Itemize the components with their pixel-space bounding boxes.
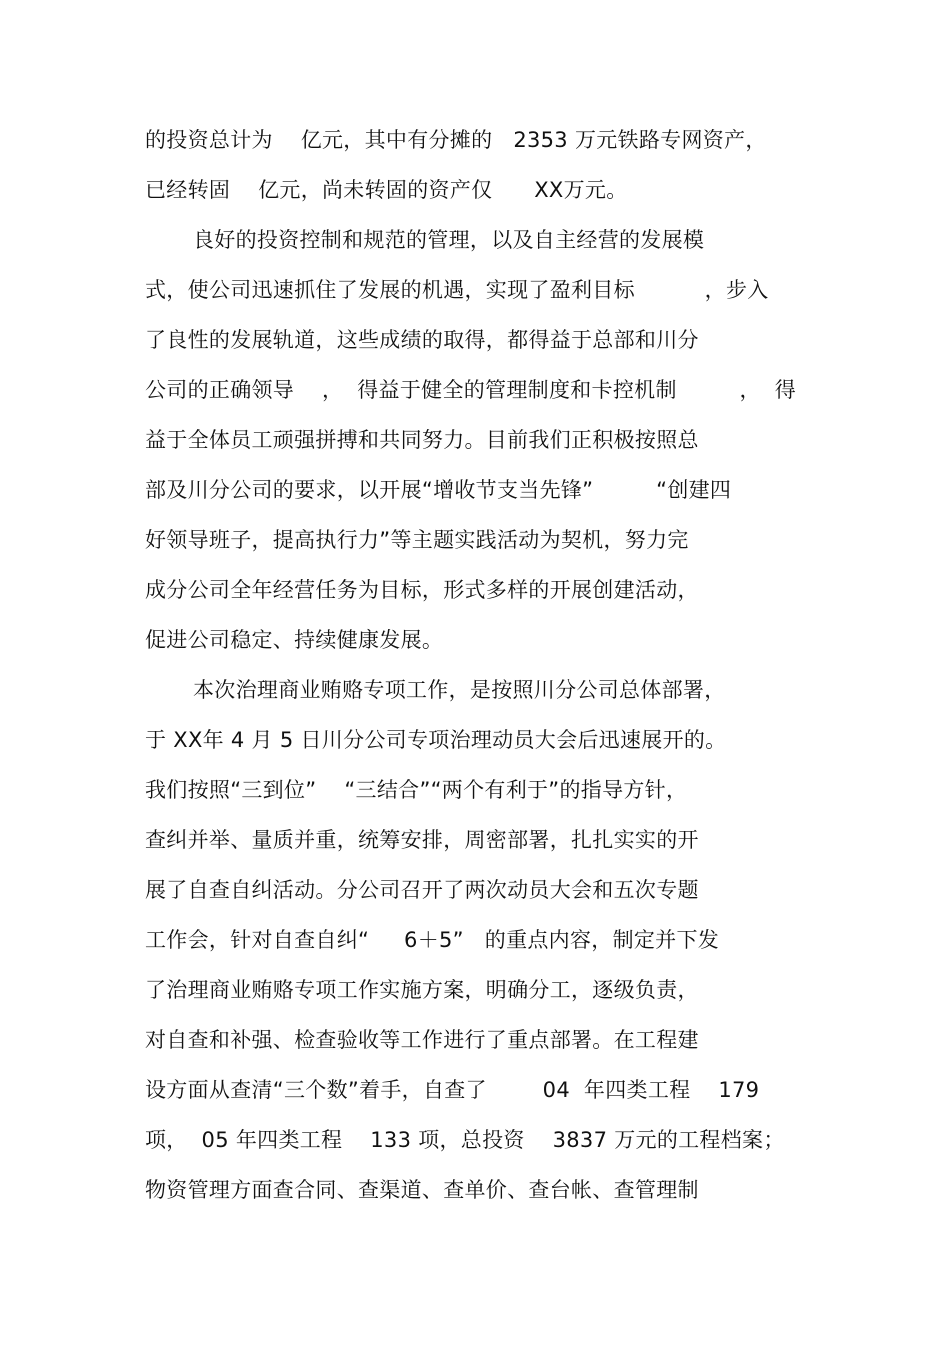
text-line: 促进公司稳定、持续健康发展。 xyxy=(145,628,444,652)
text-line: 物资管理方面查合同、查渠道、查单价、查台帐、查管理制 xyxy=(145,1178,699,1202)
text-line: 设方面从查清“三个数”着手，自查了 04 年四类工程 179 xyxy=(145,1078,760,1102)
paragraph-first-line: 本次治理商业贿赂专项工作，是按照川分公司总体部署， xyxy=(193,678,726,702)
text-line: 公司的正确领导 ， 得益于健全的管理制度和卡控机制 ， 得 xyxy=(145,378,797,402)
text-line: 项， 05 年四类工程 133 项，总投资 3837 万元的工程档案； xyxy=(145,1128,785,1152)
text-line: 了治理商业贿赂专项工作实施方案，明确分工，逐级负责， xyxy=(145,978,699,1002)
text-line: 的投资总计为 亿元，其中有分摊的 2353 万元铁路专网资产， xyxy=(145,128,767,152)
text-line: 我们按照“三到位” “三结合”“两个有利于”的指导方针， xyxy=(145,778,688,802)
text-line: 对自查和补强、检查验收等工作进行了重点部署。在工程建 xyxy=(145,1028,699,1052)
text-line: 成分公司全年经营任务为目标，形式多样的开展创建活动， xyxy=(145,578,699,602)
text-line: 益于全体员工顽强拼搏和共同努力。目前我们正积极按照总 xyxy=(145,428,699,452)
text-line: 展了自查自纠活动。分公司召开了两次动员大会和五次专题 xyxy=(145,878,699,902)
text-line: 工作会，针对自查自纠“ 6＋5” 的重点内容，制定并下发 xyxy=(145,928,720,952)
text-line: 式，使公司迅速抓住了发展的机遇，实现了盈利目标 ，步入 xyxy=(145,278,769,302)
text-line: 已经转固 亿元，尚未转固的资产仅 XX万元。 xyxy=(145,178,628,202)
text-line: 查纠并举、量质并重，统筹安排，周密部署，扎扎实实的开 xyxy=(145,828,699,852)
text-line: 部及川分公司的要求，以开展“增收节支当先锋” “创建四 xyxy=(145,478,732,502)
text-line: 好领导班子，提高执行力”等主题实践活动为契机，努力完 xyxy=(145,528,689,552)
paragraph-first-line: 良好的投资控制和规范的管理，以及自主经营的发展模 xyxy=(193,228,705,252)
text-line: 了良性的发展轨道，这些成绩的取得，都得益于总部和川分 xyxy=(145,328,699,352)
text-line: 于 XX年 4 月 5 日川分公司专项治理动员大会后迅速展开的。 xyxy=(145,728,727,752)
